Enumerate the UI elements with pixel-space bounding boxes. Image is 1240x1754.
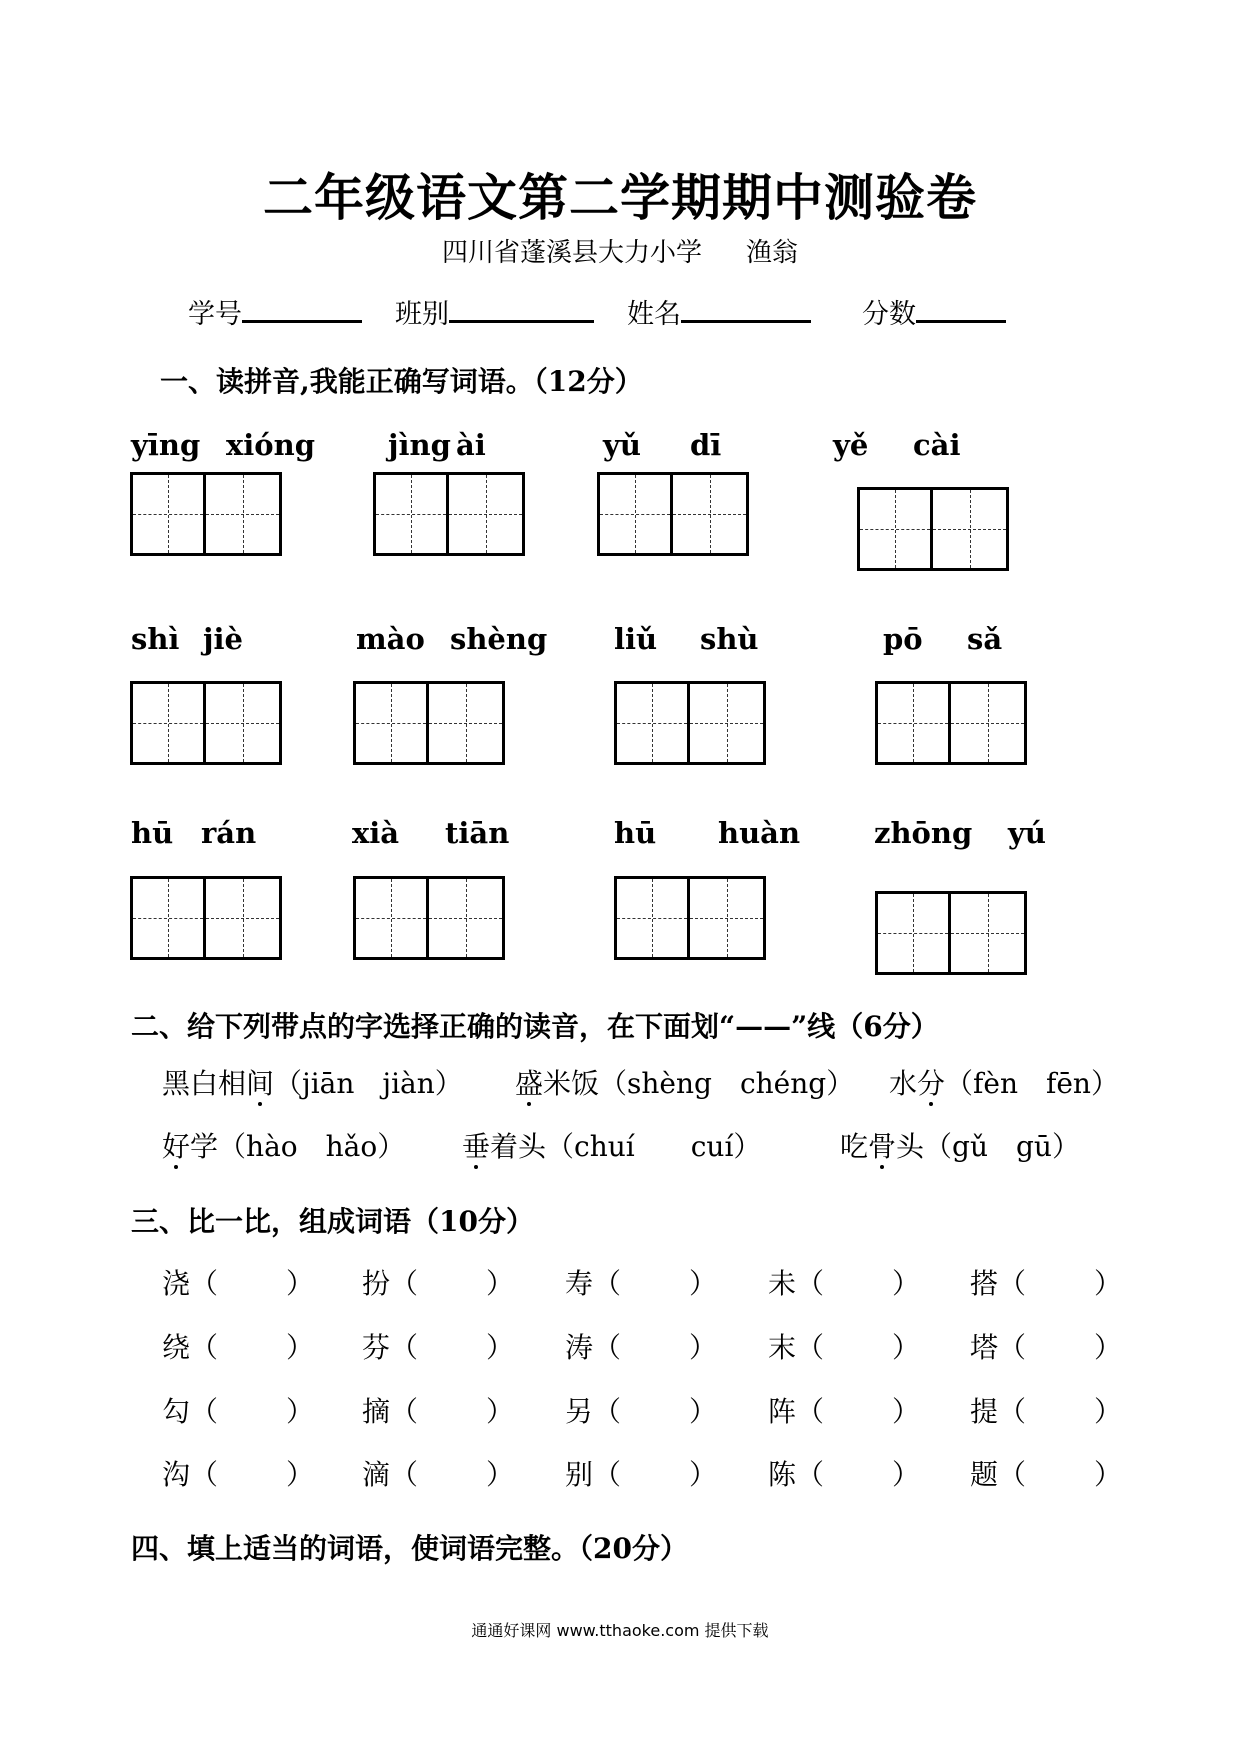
dotted-char: 垂 (462, 1130, 491, 1163)
class-blank[interactable] (449, 298, 594, 323)
bracket-open: （ (593, 1458, 622, 1491)
name-blank[interactable] (681, 298, 811, 323)
bracket-close: ） (1094, 1331, 1123, 1364)
base-character: 滴 (362, 1458, 391, 1491)
word-item (768, 1390, 920, 1430)
dotted-char: 盛 (515, 1067, 544, 1100)
writing-grid[interactable] (875, 681, 1027, 765)
bracket-open: （ (998, 1267, 1027, 1300)
reading-item: 垂着头（chuí cuí） (462, 1130, 762, 1163)
pinyin: xià (352, 816, 400, 850)
reading-options[interactable]: （hào hǎo） (218, 1130, 406, 1163)
reading-item: 黑白相间（jiān jiàn） (162, 1067, 463, 1100)
base-character: 勾 (162, 1395, 191, 1428)
name-label: 姓名 (627, 299, 681, 330)
bracket-close: ） (892, 1395, 921, 1428)
student-no-blank[interactable] (242, 298, 362, 323)
base-character: 题 (970, 1458, 999, 1491)
word-item (565, 1326, 717, 1366)
bracket-close: ） (689, 1331, 718, 1364)
base-character: 寿 (565, 1267, 594, 1300)
bracket-open: （ (796, 1267, 825, 1300)
bracket-open: （ (998, 1331, 1027, 1364)
base-character: 芬 (362, 1331, 391, 1364)
bracket-open: （ (390, 1331, 419, 1364)
reading-item: 水分（fèn fēn） (889, 1067, 1119, 1100)
bracket-open: （ (190, 1267, 219, 1300)
reading-options[interactable]: （fèn fēn） (945, 1067, 1119, 1100)
reading-item: 盛米饭（shèng chéng） (515, 1067, 855, 1100)
class-field (395, 292, 594, 331)
dotted-char: 好 (162, 1130, 191, 1163)
word-item (162, 1390, 314, 1430)
pinyin: cài (913, 428, 961, 462)
pinyin: jiè (203, 622, 243, 656)
student-no-field (188, 292, 362, 331)
bracket-open: （ (593, 1395, 622, 1428)
pinyin: yǔ (603, 428, 641, 462)
pinyin: shì (131, 622, 180, 656)
bracket-open: （ (998, 1458, 1027, 1491)
pinyin: shèng (450, 622, 548, 656)
writing-grid[interactable] (130, 876, 282, 960)
word-item (565, 1390, 717, 1430)
bracket-close: ） (286, 1395, 315, 1428)
dotted-char: 分 (917, 1067, 946, 1100)
pinyin: mào (356, 622, 425, 656)
base-character: 阵 (768, 1395, 797, 1428)
reading-item: 好学（hào hǎo） (162, 1130, 406, 1163)
word-item (970, 1453, 1122, 1493)
name-field (627, 292, 811, 331)
class-label: 班别 (395, 299, 449, 330)
word-item (768, 1326, 920, 1366)
subtitle (0, 232, 1240, 269)
bracket-open: （ (796, 1395, 825, 1428)
student-no-label: 学号 (188, 299, 242, 330)
bracket-close: ） (689, 1395, 718, 1428)
pinyin: jìng (388, 428, 451, 462)
base-character: 另 (565, 1395, 594, 1428)
base-character: 末 (768, 1331, 797, 1364)
word-item (162, 1262, 314, 1302)
bracket-open: （ (593, 1331, 622, 1364)
bracket-open: （ (190, 1395, 219, 1428)
word-item (162, 1326, 314, 1366)
bracket-close: ） (286, 1331, 315, 1364)
writing-grid[interactable] (614, 876, 766, 960)
bracket-close: ） (892, 1331, 921, 1364)
author-name: 渔翁 (746, 238, 799, 268)
pinyin: yīng (131, 428, 201, 462)
bracket-open: （ (390, 1458, 419, 1491)
score-label: 分数 (862, 299, 916, 330)
base-character: 扮 (362, 1267, 391, 1300)
pinyin: yě (833, 428, 869, 462)
word-item (565, 1453, 717, 1493)
bracket-close: ） (486, 1267, 515, 1300)
pinyin: ài (456, 428, 486, 462)
bracket-open: （ (796, 1458, 825, 1491)
school-name: 四川省蓬溪县大力小学 (441, 238, 702, 268)
writing-grid[interactable] (353, 681, 505, 765)
pinyin: huàn (718, 816, 801, 850)
base-character: 陈 (768, 1458, 797, 1491)
bracket-close: ） (286, 1458, 315, 1491)
base-character: 搭 (970, 1267, 999, 1300)
score-field (862, 292, 1006, 331)
writing-grid[interactable] (597, 472, 749, 556)
bracket-open: （ (593, 1267, 622, 1300)
pinyin: dī (690, 428, 722, 462)
section-3-heading: 三、比一比，组成词语（10分） (131, 1205, 534, 1238)
reading-options[interactable]: （chuí cuí） (546, 1130, 762, 1163)
pinyin: rán (201, 816, 257, 850)
pinyin: sǎ (967, 622, 1003, 656)
bracket-close: ） (1094, 1395, 1123, 1428)
bracket-close: ） (286, 1267, 315, 1300)
bracket-close: ） (1094, 1267, 1123, 1300)
base-character: 浇 (162, 1267, 191, 1300)
base-character: 别 (565, 1458, 594, 1491)
bracket-close: ） (689, 1267, 718, 1300)
writing-grid[interactable] (130, 681, 282, 765)
word-item (362, 1262, 514, 1302)
pinyin: zhōng (874, 816, 973, 850)
page-title: 二年级语文第二学期期中测验卷 (263, 168, 977, 227)
word-item (768, 1453, 920, 1493)
word-item (970, 1262, 1122, 1302)
bracket-close: ） (892, 1267, 921, 1300)
score-blank[interactable] (916, 298, 1006, 323)
word-item (768, 1262, 920, 1302)
section-1-heading: 一、读拼音,我能正确写词语。（12分） (160, 365, 643, 398)
writing-grid[interactable] (373, 472, 525, 556)
base-character: 涛 (565, 1331, 594, 1364)
reading-options[interactable]: （shèng chéng） (599, 1067, 855, 1100)
bracket-close: ） (486, 1458, 515, 1491)
bracket-open: （ (390, 1395, 419, 1428)
pinyin: hū (131, 816, 174, 850)
word-item (970, 1326, 1122, 1366)
bracket-open: （ (190, 1458, 219, 1491)
word-item (970, 1390, 1122, 1430)
pinyin: xióng (226, 428, 316, 462)
writing-grid[interactable] (875, 891, 1027, 975)
word-item (362, 1390, 514, 1430)
bracket-close: ） (892, 1458, 921, 1491)
pinyin: yú (1008, 816, 1046, 850)
footer-source: 通通好课网 www.tthaoke.com 提供下载 (471, 1621, 769, 1640)
bracket-close: ） (486, 1395, 515, 1428)
pinyin: hū (614, 816, 657, 850)
bracket-open: （ (796, 1331, 825, 1364)
bracket-open: （ (190, 1331, 219, 1364)
bracket-close: ） (689, 1458, 718, 1491)
pinyin: liǔ (614, 622, 658, 656)
word-item (362, 1326, 514, 1366)
pinyin: pō (883, 622, 923, 656)
writing-grid[interactable] (857, 487, 1009, 571)
dotted-char: 间 (246, 1067, 275, 1100)
base-character: 未 (768, 1267, 797, 1300)
dotted-char: 骨 (868, 1130, 897, 1163)
word-item (162, 1453, 314, 1493)
writing-grid[interactable] (614, 681, 766, 765)
reading-options[interactable]: （jiān jiàn） (274, 1067, 463, 1100)
section-2-heading: 二、给下列带点的字选择正确的读音，在下面划“——”线（6分） (131, 1010, 939, 1043)
reading-options[interactable]: （gǔ gū） (924, 1130, 1080, 1163)
bracket-open: （ (390, 1267, 419, 1300)
base-character: 提 (970, 1395, 999, 1428)
base-character: 沟 (162, 1458, 191, 1491)
pinyin: shù (700, 622, 759, 656)
bracket-open: （ (998, 1395, 1027, 1428)
writing-grid[interactable] (130, 472, 282, 556)
base-character: 塔 (970, 1331, 999, 1364)
base-character: 绕 (162, 1331, 191, 1364)
section-4-heading: 四、填上适当的词语，使词语完整。（20分） (131, 1532, 688, 1565)
word-item (362, 1453, 514, 1493)
word-item (565, 1262, 717, 1302)
bracket-close: ） (1094, 1458, 1123, 1491)
reading-item: 吃骨头（gǔ gū） (840, 1130, 1080, 1163)
base-character: 摘 (362, 1395, 391, 1428)
pinyin: tiān (445, 816, 510, 850)
writing-grid[interactable] (353, 876, 505, 960)
bracket-close: ） (486, 1331, 515, 1364)
